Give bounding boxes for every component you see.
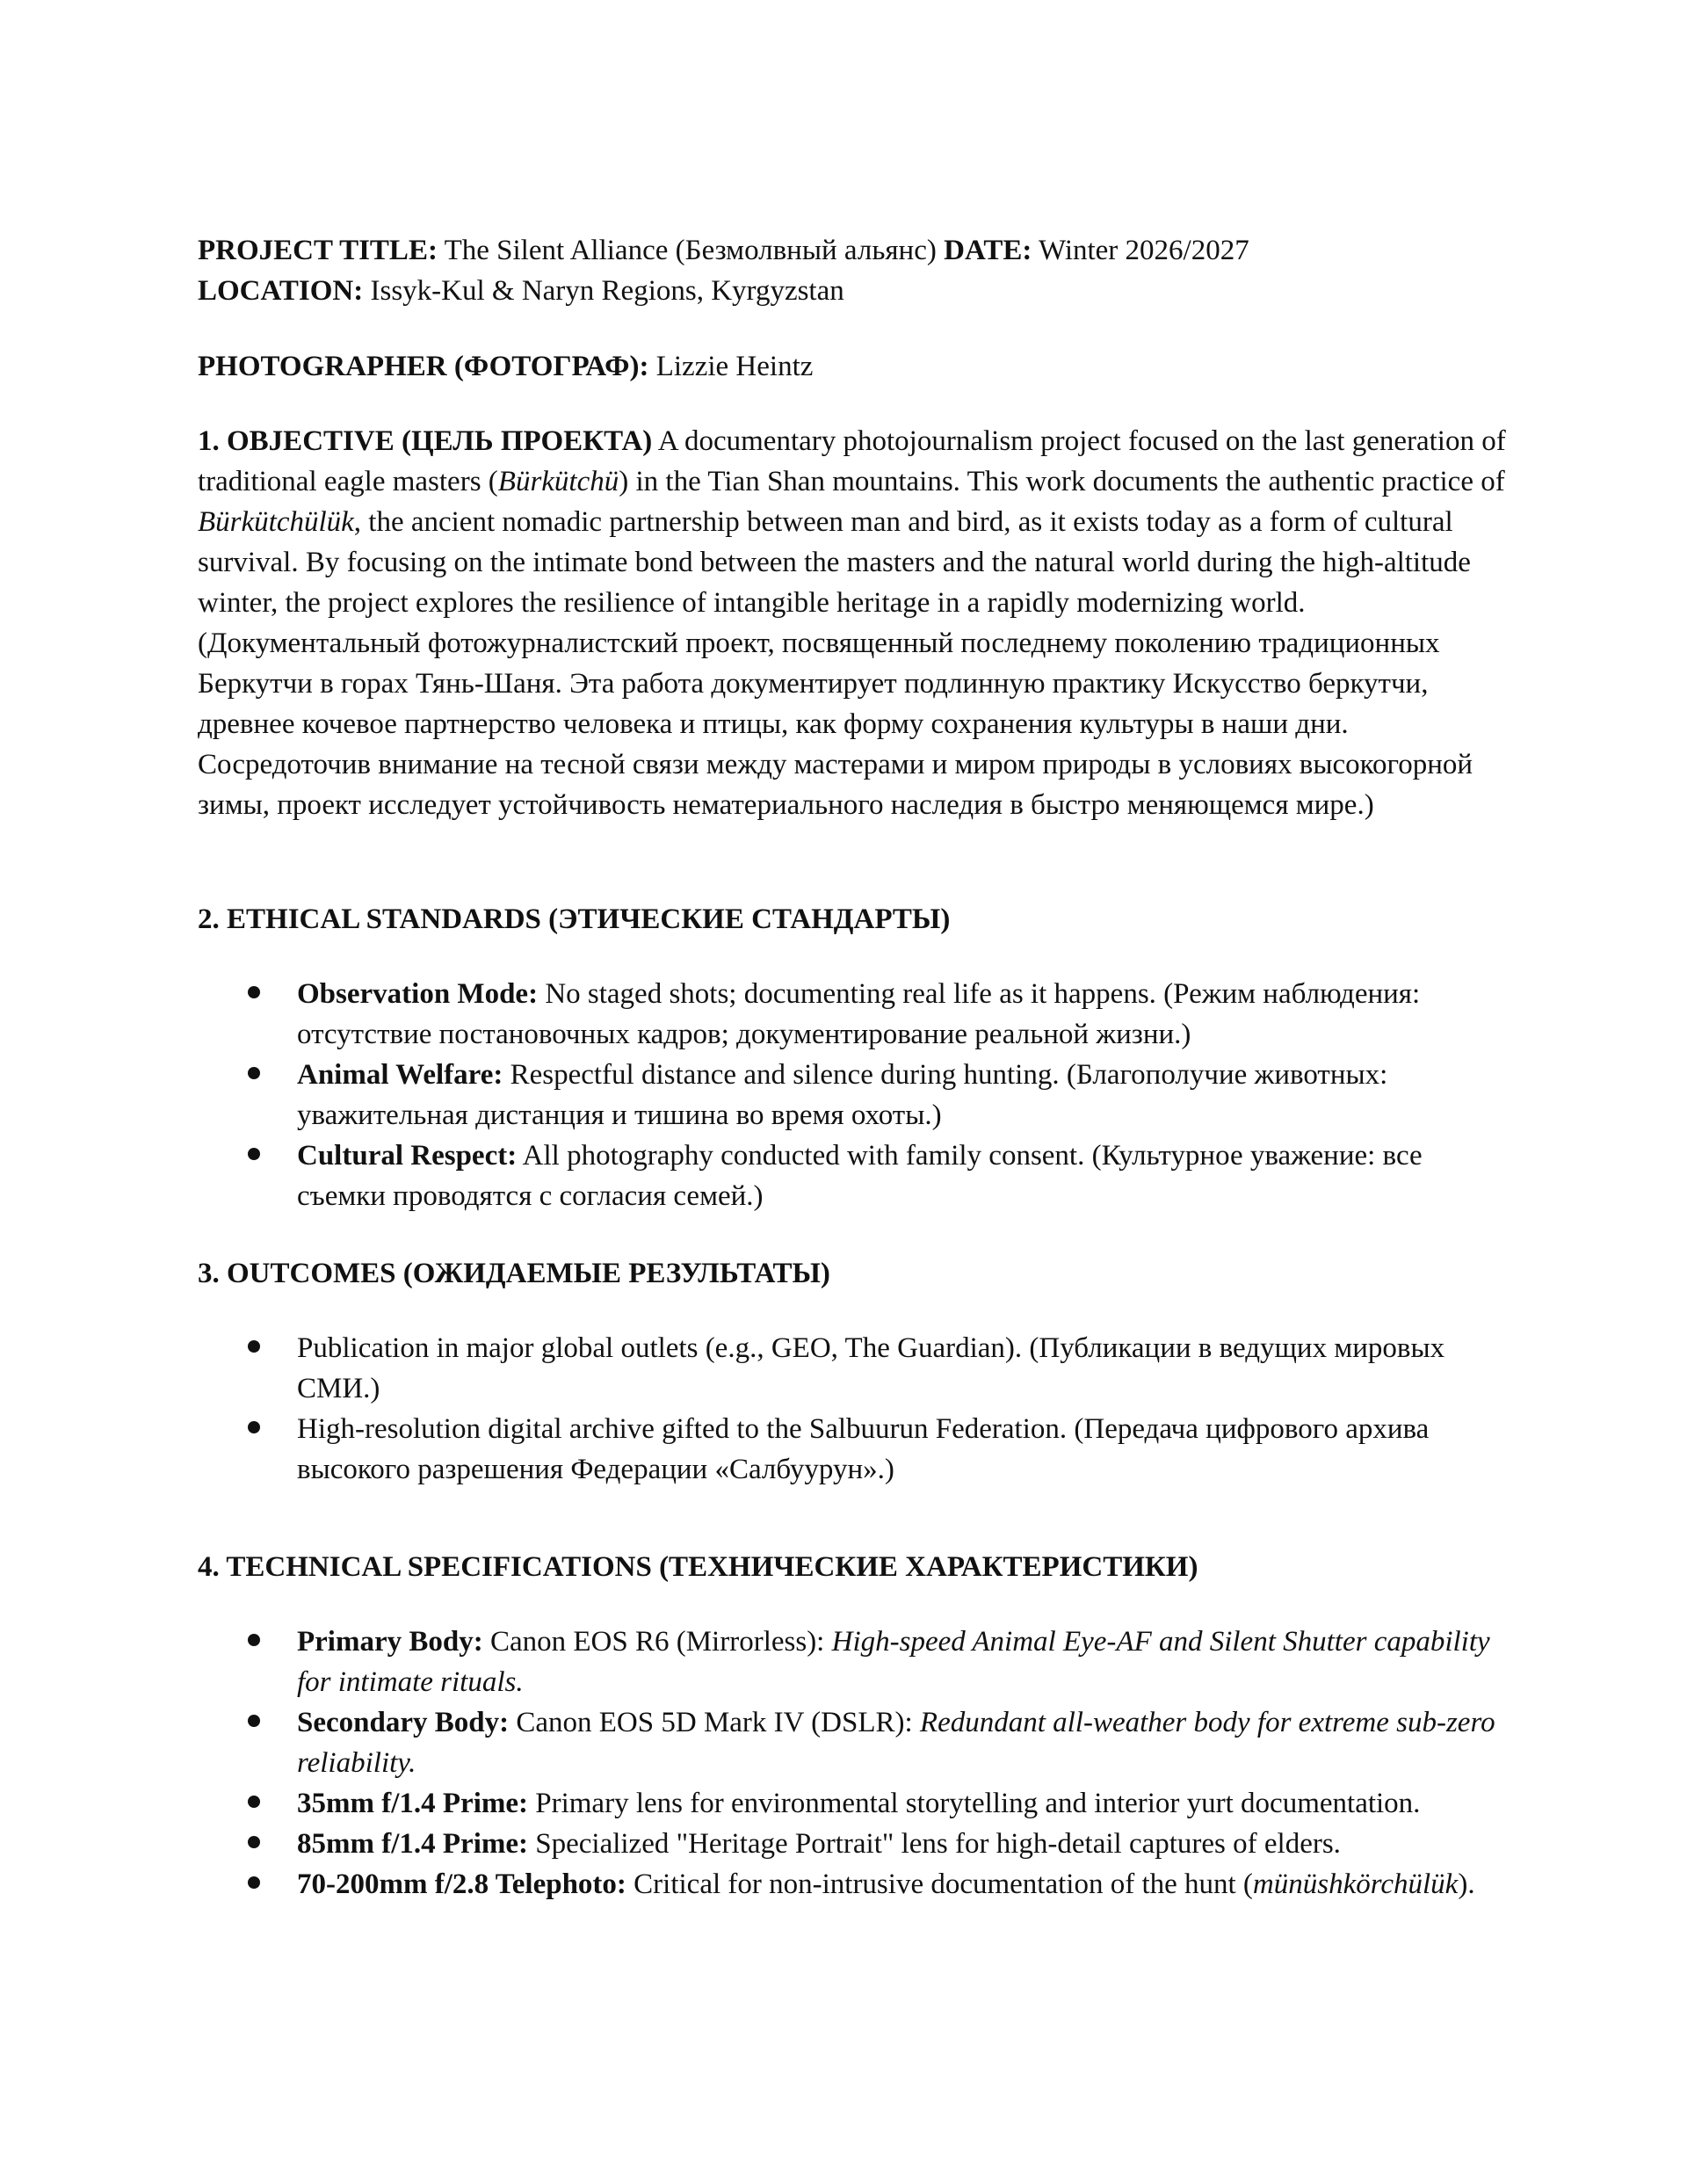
tech-heading-text: 4. TECHNICAL SPECIFICATIONS (ТЕХНИЧЕСКИЕ ХАРАКТЕРИСТИКИ) (198, 1551, 1198, 1583)
item-label: Cultural Respect: (297, 1140, 518, 1172)
ethics-list (198, 974, 1516, 1216)
item-label: Observation Mode: (297, 978, 539, 1010)
item-text: All photography conducted with family consent. (Культурное уважение: все съемки проводятся с согласия семей.) (297, 1140, 1423, 1212)
list-item (198, 1136, 1516, 1216)
outcomes-heading-text: 3. OUTCOMES (ОЖИДАЕМЫЕ РЕЗУЛЬТАТЫ) (198, 1258, 830, 1289)
location-value: Issyk-Kul & Naryn Regions, Kyrgyzstan (363, 275, 844, 307)
list-item (198, 1864, 1516, 1905)
objective-text: , the ancient nomadic partnership between man and bird, as it exists today as a form of cultural survival. By focusing on the intimate bond between the masters and the natural world during the high-altitude winter, the project explores the resilience of intangible heritage in a rapidly modernizing world. (Документальный фотожурналистский проект, посвященный последнему поколению традиционных Беркутчи в горах Тянь-Шаня. Эта работа документирует подлинную практику Искусство беркутчи, древнее кочевое партнерство человека и птицы, как форму сохранения культуры в наши дни. Сосредоточив внимание на тесной связи между мастерами и миром природы в условиях высокогорной зимы, проект исследует устойчивость нематериального наследия в быстро меняющемся мире.) (198, 506, 1473, 821)
list-item (198, 974, 1516, 1055)
header-block (198, 230, 1516, 311)
objective-section (198, 421, 1516, 825)
item-label: Animal Welfare: (297, 1059, 503, 1091)
ethics-section (198, 899, 1516, 1216)
item-label: Secondary Body: (297, 1707, 510, 1738)
bullet-icon (248, 1876, 260, 1889)
date-value: Winter 2026/2027 (1032, 235, 1249, 266)
tech-list (198, 1622, 1516, 1905)
tech-heading (198, 1547, 1516, 1587)
objective-text: A documentary photojournalism project focused on the last generation of traditional eagle masters ( (198, 425, 1506, 497)
bullet-icon (248, 1634, 260, 1646)
location-label: LOCATION: (198, 275, 364, 307)
item-text: Primary lens for environmental storytelling and interior yurt documentation. (528, 1788, 1421, 1819)
photographer-block (198, 346, 1516, 387)
item-label: 35mm f/1.4 Prime: (297, 1788, 528, 1819)
objective-term: Bürkütchülük (198, 506, 354, 538)
item-after: ). (1458, 1868, 1475, 1900)
outcomes-section (198, 1253, 1516, 1490)
item-label: Primary Body: (297, 1626, 483, 1658)
bullet-icon (248, 1067, 260, 1079)
tech-section (198, 1547, 1516, 1905)
objective-text: ) in the Tian Shan mountains. This work documents the authentic practice of (619, 466, 1505, 497)
item-label: 70-200mm f/2.8 Telephoto: (297, 1868, 626, 1900)
date-label: DATE: (944, 235, 1032, 266)
objective-paragraph (198, 421, 1516, 825)
objective-term: Bürkütchü (497, 466, 619, 497)
photographer-value: Lizzie Heintz (648, 351, 814, 382)
item-text: Publication in major global outlets (e.g., GEO, The Guardian). (Публикации в ведущих мировых СМИ.) (297, 1332, 1445, 1404)
ethics-heading (198, 899, 1516, 940)
item-text: Specialized "Heritage Portrait" lens for high-detail captures of elders. (528, 1828, 1341, 1860)
list-item (198, 1783, 1516, 1824)
item-italic: High-speed Animal Eye-AF and Silent Shutter capability for intimate rituals. (297, 1626, 1490, 1698)
title-date-line (198, 230, 1516, 271)
list-item (198, 1328, 1516, 1409)
bullet-icon (248, 1148, 260, 1160)
list-item (198, 1824, 1516, 1864)
location-line (198, 271, 1516, 311)
bullet-icon (248, 1340, 260, 1353)
list-item (198, 1702, 1516, 1783)
item-text: No staged shots; documenting real life as it happens. (Режим наблюдения: отсутствие постановочных кадров; документирование реальной жизни.) (297, 978, 1421, 1050)
item-text: Critical for non-intrusive documentation of the hunt ( (626, 1868, 1253, 1900)
project-title-value: The Silent Alliance (Безмолвный альянс) (437, 235, 945, 266)
photographer-label: PHOTOGRAPHER (ФОТОГРАФ): (198, 351, 649, 382)
bullet-icon (248, 986, 260, 998)
bullet-icon (248, 1715, 260, 1727)
list-item (198, 1622, 1516, 1702)
ethics-heading-text: 2. ETHICAL STANDARDS (ЭТИЧЕСКИЕ СТАНДАРТЫ) (198, 903, 951, 935)
item-text: Respectful distance and silence during hunting. (Благополучие животных: уважительная дистанция и тишина во время охоты.) (297, 1059, 1388, 1131)
list-item (198, 1055, 1516, 1136)
item-text: High-resolution digital archive gifted to the Salbuurun Federation. (Передача цифрового архива высокого разрешения Федерации «Салбуурун».) (297, 1413, 1430, 1485)
item-text: Canon EOS 5D Mark IV (DSLR): (509, 1707, 920, 1738)
outcomes-list (198, 1328, 1516, 1490)
bullet-icon (248, 1421, 260, 1433)
item-text: Canon EOS R6 (Mirrorless): (482, 1626, 832, 1658)
objective-heading: 1. OBJECTIVE (ЦЕЛЬ ПРОЕКТА) (198, 425, 653, 457)
item-italic: Redundant all-weather body for extreme sub-zero reliability. (297, 1707, 1495, 1779)
project-title-label: PROJECT TITLE: (198, 235, 438, 266)
outcomes-heading (198, 1253, 1516, 1294)
bullet-icon (248, 1796, 260, 1808)
item-italic: münüshkörchülük (1252, 1868, 1459, 1900)
item-label: 85mm f/1.4 Prime: (297, 1828, 528, 1860)
photographer-line (198, 346, 1516, 387)
bullet-icon (248, 1836, 260, 1848)
list-item (198, 1409, 1516, 1490)
